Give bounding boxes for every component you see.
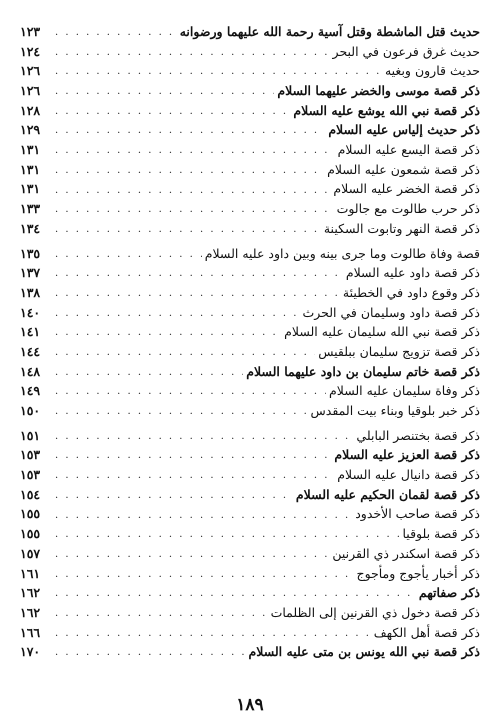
toc-entry-page-number: ١٥٤ [20, 486, 41, 502]
toc-entry [20, 22, 480, 42]
toc-entry-title: حديث غرق فرعون في البحر [332, 43, 480, 59]
toc-entry-page-number: ١٣١ [20, 142, 41, 158]
toc-entry-page-number: ١٤٨ [20, 363, 41, 379]
toc-entry [20, 426, 480, 446]
toc-entry [20, 642, 480, 662]
dot-leader [55, 160, 324, 180]
dot-leader [55, 283, 340, 303]
toc-entry-title: ذكر وقوع داود في الخطيئة [342, 284, 480, 300]
toc-entry [20, 445, 480, 465]
toc-entry-title: ذكر حديث إلياس عليه السلام [328, 122, 480, 138]
dot-leader [55, 303, 300, 323]
toc-entry-title: ذكر قصة دخول ذي القرنين إلى الظلمات [270, 604, 480, 620]
toc-entry-page-number: ١٢٦ [20, 83, 41, 99]
toc-entry-title: ذكر قصة داود عليه السلام [345, 265, 480, 281]
toc-entry [20, 263, 480, 283]
toc-entry-title: ذكر قصة العزيز عليه السلام [334, 447, 480, 463]
toc-entry-title: ذكر قصة صاحب الأخدود [355, 506, 480, 522]
toc-entry-page-number: ١٢٨ [20, 102, 41, 118]
toc-entry-title: ذكر قصة أهل الكهف [373, 624, 480, 640]
toc-entry-title: ذكر قصة اليسع عليه السلام [337, 142, 480, 158]
toc-entry-page-number: ١٤٩ [20, 383, 41, 399]
dot-leader [55, 140, 335, 160]
toc-entry-page-number: ١٣٥ [20, 245, 41, 261]
dot-leader [55, 485, 293, 505]
dot-leader [55, 623, 371, 643]
toc-entry-page-number: ١٢٦ [20, 63, 41, 79]
toc-entry [20, 283, 480, 303]
toc-entry-title: ذكر قصة داود وسليمان في الحرث [302, 304, 480, 320]
toc-entry-title: ذكر حرب طالوت مع جالوت [336, 201, 480, 217]
toc-entry-page-number: ١٢٣ [20, 23, 41, 39]
toc-entry-title: ذكر أخبار يأجوج ومأجوج [356, 565, 480, 581]
dot-leader [55, 244, 202, 264]
toc-entry-page-number: ١٥٧ [20, 545, 41, 561]
toc-entry-title: حديث قتل الماشطة وقتل آسية رحمة الله عليهما ورضوانه [179, 23, 480, 39]
dot-leader [55, 426, 353, 446]
toc-entry [20, 362, 480, 382]
table-of-contents [20, 22, 480, 662]
toc-entry-page-number: ١٦٦ [20, 624, 41, 640]
dot-leader [55, 603, 268, 623]
dot-leader [55, 583, 416, 603]
toc-entry-title: ذكر خبر بلوقيا وبناء بيت المقدس [310, 403, 480, 419]
toc-entry-title: ذكر قصة اسكندر ذي القرنين [332, 545, 480, 561]
dot-leader [55, 465, 334, 485]
toc-entry [20, 564, 480, 584]
toc-entry [20, 465, 480, 485]
toc-entry-page-number: ١٤١ [20, 324, 41, 340]
toc-entry [20, 544, 480, 564]
toc-entry [20, 219, 480, 239]
dot-leader [55, 642, 246, 662]
toc-entry-title: ذكر قصة نبي الله يوشع عليه السلام [293, 102, 480, 118]
toc-entry-page-number: ١٢٩ [20, 122, 41, 138]
toc-entry [20, 381, 480, 401]
dot-leader [55, 22, 177, 42]
toc-entry-page-number: ١٥٣ [20, 447, 41, 463]
toc-entry-page-number: ١٧٠ [20, 644, 41, 660]
dot-leader [55, 445, 331, 465]
toc-entry [20, 603, 480, 623]
toc-entry [20, 140, 480, 160]
toc-entry-title: ذكر قصة شمعون عليه السلام [327, 161, 480, 177]
toc-entry-page-number: ١٥٥ [20, 506, 41, 522]
toc-entry-page-number: ١٦٢ [20, 604, 41, 620]
toc-entry-page-number: ١٦٢ [20, 585, 41, 601]
dot-leader [55, 219, 321, 239]
toc-entry-page-number: ١٣٤ [20, 220, 41, 236]
dot-leader [55, 120, 325, 140]
toc-entry-title: ذكر قصة تزويج سليمان ببلقيس [318, 343, 480, 359]
dot-leader [55, 401, 308, 421]
toc-entry-title: ذكر قصة الخضر عليه السلام [333, 181, 480, 197]
toc-entry [20, 61, 480, 81]
dot-leader [55, 101, 290, 121]
toc-entry-title: ذكر وفاة سليمان عليه السلام [329, 383, 480, 399]
toc-entry-page-number: ١٣٣ [20, 201, 41, 217]
toc-entry [20, 120, 480, 140]
toc-entry [20, 160, 480, 180]
toc-entry [20, 485, 480, 505]
dot-leader [55, 505, 352, 525]
toc-entry [20, 524, 480, 544]
toc-entry [20, 101, 480, 121]
dot-leader [55, 381, 326, 401]
dot-leader [55, 61, 382, 81]
toc-entry [20, 180, 480, 200]
toc-entry [20, 303, 480, 323]
toc-entry-title: ذكر قصة موسى والخضر عليهما السلام [277, 83, 480, 99]
toc-entry [20, 401, 480, 421]
dot-leader [55, 362, 243, 382]
toc-entry-page-number: ١٣١ [20, 161, 41, 177]
toc-entry-title: ذكر قصة نبي الله سليمان عليه السلام [284, 324, 480, 340]
dot-leader [55, 342, 315, 362]
toc-entry-page-number: ١٤٤ [20, 343, 41, 359]
toc-entry-page-number: ١٣٧ [20, 265, 41, 281]
toc-entry [20, 342, 480, 362]
toc-entry [20, 244, 480, 264]
toc-entry [20, 623, 480, 643]
toc-entry-title: ذكر صفاتهم [418, 585, 480, 601]
dot-leader [55, 263, 343, 283]
toc-entry [20, 322, 480, 342]
toc-entry-title: قصة وفاة طالوت وما جرى بينه وبين داود عليه السلام [204, 245, 480, 261]
toc-entry-title: ذكر قصة دانيال عليه السلام [337, 467, 480, 483]
page-number: ١٨٩ [236, 695, 264, 715]
toc-entry [20, 42, 480, 62]
toc-entry [20, 199, 480, 219]
dot-leader [55, 322, 281, 342]
dot-leader [55, 524, 399, 544]
toc-entry-title: ذكر قصة بختنصر البابلي [356, 427, 480, 443]
toc-entry-page-number: ١٢٤ [20, 43, 41, 59]
dot-leader [55, 199, 334, 219]
toc-entry-page-number: ١٥٣ [20, 467, 41, 483]
toc-entry-title: ذكر قصة النهر وتابوت السكينة [323, 220, 480, 236]
dot-leader [55, 544, 329, 564]
toc-entry-page-number: ١٦١ [20, 565, 41, 581]
toc-entry-title: ذكر قصة نبي الله يونس بن متى عليه السلام [248, 644, 480, 660]
toc-entry-title: ذكر قصة لقمان الحكيم عليه السلام [295, 486, 480, 502]
toc-entry-page-number: ١٣٨ [20, 284, 41, 300]
toc-entry-page-number: ١٥٠ [20, 403, 41, 419]
toc-entry-page-number: ١٤٠ [20, 304, 41, 320]
toc-entry-title: حديث قارون وبغيه [384, 63, 480, 79]
toc-entry-title: ذكر قصة بلوقيا [402, 526, 480, 542]
toc-entry-title: ذكر قصة خاتم سليمان بن داود عليهما السلام [246, 363, 480, 379]
toc-entry [20, 583, 480, 603]
dot-leader [55, 81, 274, 101]
toc-entry-page-number: ١٥٥ [20, 526, 41, 542]
toc-entry [20, 505, 480, 525]
dot-leader [55, 180, 330, 200]
toc-entry-page-number: ١٣١ [20, 181, 41, 197]
dot-leader [55, 564, 354, 584]
toc-entry-page-number: ١٥١ [20, 427, 41, 443]
toc-entry [20, 81, 480, 101]
dot-leader [55, 42, 330, 62]
